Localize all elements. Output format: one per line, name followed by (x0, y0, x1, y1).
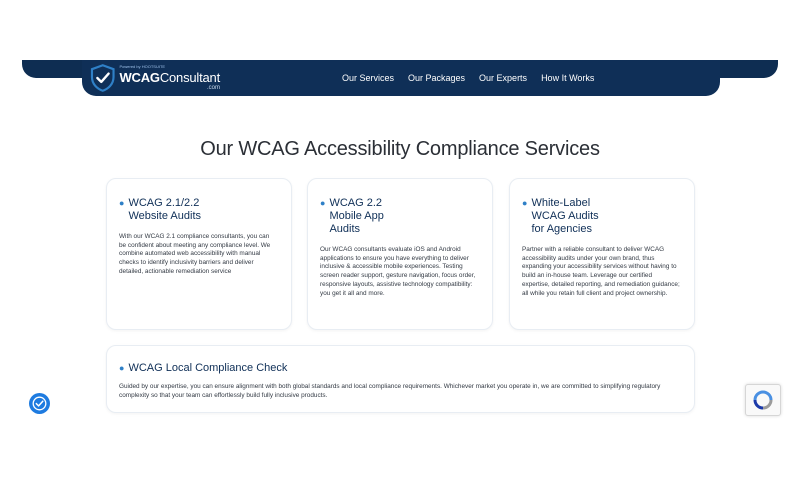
card-title: WCAG 2.2 Mobile App Audits (329, 197, 384, 235)
brand-name (119, 71, 220, 84)
card-description: Our WCAG consultants evaluate iOS and Android applications to ensure you have everything to deliver inclusive & accessible mobile experiences. Testing screen reader support, gesture navigation, focus order, responsive layouts, assistive technology compatibility: you get it all and more. (320, 246, 476, 297)
page-title: Our WCAG Accessibility Compliance Services (200, 138, 600, 160)
card-description: Partner with a reliable consultant to deliver WCAG accessibility audits under your own brand, thus expanding your accessibility services without having to build an in-house team. Leverage our certified expertise, detailed reporting, and remediation guidance; all while you retain full client and project ownership. (522, 246, 680, 297)
bullet-icon: ● (320, 198, 326, 208)
bullet-icon: ● (522, 198, 528, 208)
card-title: WCAG 2.1/2.2 Website Audits (128, 197, 201, 222)
powered-by-label: Powered by HOOTSUITE (119, 64, 166, 69)
nav-our-services[interactable]: Our Services (342, 73, 395, 83)
shield-check-icon (90, 64, 115, 92)
service-card-white-label-audits (509, 178, 695, 330)
logo-text (119, 65, 220, 91)
card-title: WCAG Local Compliance Check (128, 362, 288, 374)
service-card-website-audits (106, 178, 292, 330)
recaptcha-badge[interactable] (745, 384, 781, 416)
brand-domain: .com (206, 85, 220, 91)
brand-name-light: Consultant (159, 70, 220, 85)
service-card-local-compliance (106, 345, 695, 413)
nav-how-it-works[interactable]: How It Works (541, 73, 595, 83)
card-description: Guided by our expertise, you can ensure alignment with both global standards and local compliance requirements. Whichever market you operate in, we are committed to simplifying regulatory complexity so that your team can effortlessly build fully inclusive products. (119, 383, 661, 399)
bullet-icon: ● (119, 363, 125, 373)
main-nav (342, 60, 608, 96)
card-description: With our WCAG 2.1 compliance consultants, you can be confident about meeting any compliance level. We combine automated web accessibility with manual checks to identify inclusivity barriers and deliver detailed, actionable remediation service (119, 233, 271, 275)
site-header (82, 60, 720, 96)
accessibility-icon (32, 396, 47, 411)
recaptcha-icon (752, 389, 774, 411)
accessibility-widget-button[interactable] (29, 393, 50, 414)
brand-name-bold: WCAG (119, 70, 160, 85)
nav-our-packages[interactable]: Our Packages (408, 73, 466, 83)
bullet-icon: ● (119, 198, 125, 208)
site-logo[interactable] (90, 62, 220, 94)
service-card-mobile-app-audits (307, 178, 493, 330)
card-title: White-Label WCAG Audits for Agencies (531, 197, 599, 235)
nav-our-experts[interactable]: Our Experts (479, 73, 528, 83)
